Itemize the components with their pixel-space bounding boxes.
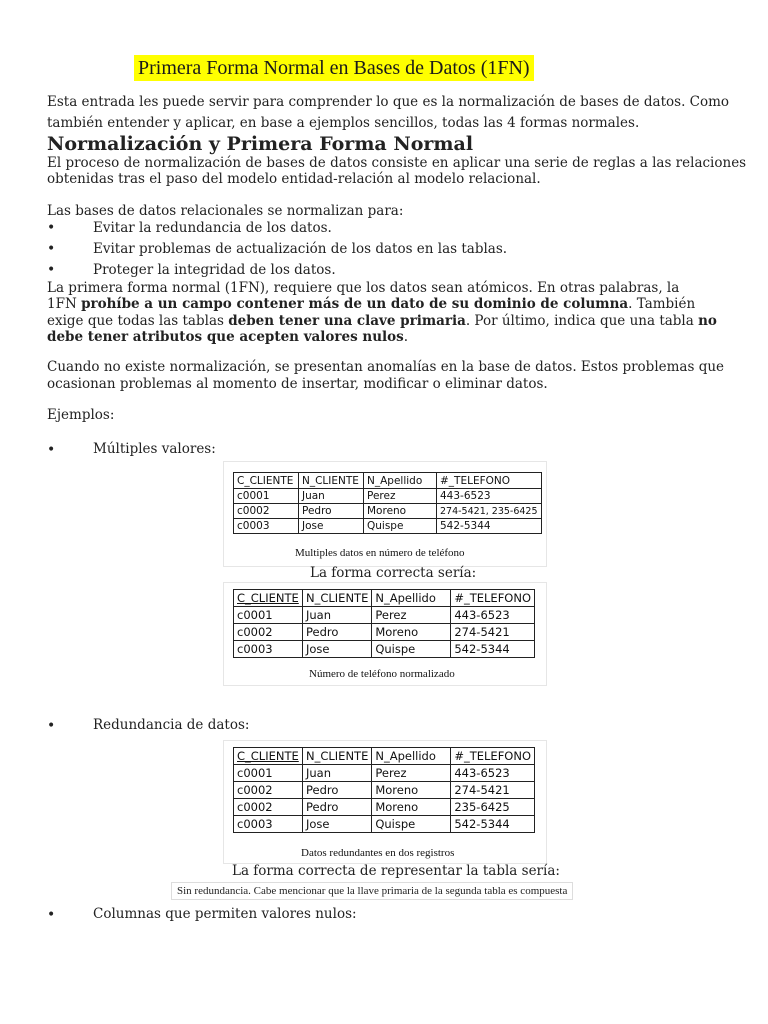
- table-row: [234, 641, 535, 658]
- header-cell: #_TELEFONO: [451, 748, 535, 765]
- table-row: [234, 799, 535, 816]
- para3-line-1: La primera forma normal (1FN), requiere que los datos sean atómicos. En otras palabras, la: [47, 280, 680, 296]
- table-row: [234, 504, 542, 519]
- intro-line-2: también entender y aplicar, en base a ejemplos sencillos, todas las 4 formas normales.: [47, 115, 640, 131]
- page-title: Primera Forma Normal en Bases de Datos (1FN): [134, 55, 534, 81]
- table-cell: Juan: [303, 607, 372, 624]
- table-cell: Jose: [303, 816, 372, 833]
- header-cell: N_CLIENTE: [303, 748, 372, 765]
- table-cell: c0001: [234, 765, 303, 782]
- header-cell: N_Apellido: [372, 748, 451, 765]
- table-row: [234, 607, 535, 624]
- table-cell: Jose: [303, 641, 372, 658]
- table-cell: c0001: [234, 489, 299, 504]
- table-cell: Quispe: [364, 519, 437, 534]
- para1-line-1: El proceso de normalización de bases de datos consiste en aplicar una serie de reglas a las relaciones: [47, 155, 747, 171]
- table-cell: 443-6523: [451, 607, 535, 624]
- table-cell: c0002: [234, 799, 303, 816]
- header-cell: C_CLIENTE: [234, 473, 299, 489]
- table-cell: 443-6523: [451, 765, 535, 782]
- table-cell: Juan: [303, 765, 372, 782]
- table-cell: Pedro: [299, 504, 364, 519]
- table-datos-redundantes: [233, 747, 535, 833]
- header-cell: N_CLIENTE: [303, 590, 372, 607]
- bullet-redundancia-datos: Redundancia de datos:: [93, 717, 250, 733]
- figure-caption: Datos redundantes en dos registros: [301, 847, 455, 859]
- table-header-row: [234, 590, 535, 607]
- table-cell: Quispe: [372, 816, 451, 833]
- table-cell: Perez: [372, 607, 451, 624]
- bullet-item: Proteger la integridad de los datos.: [93, 262, 336, 278]
- header-cell: C_CLIENTE: [234, 590, 303, 607]
- table-cell: 235-6425: [451, 799, 535, 816]
- header-cell: C_CLIENTE: [234, 748, 303, 765]
- table-row: [234, 519, 542, 534]
- table-row: [234, 782, 535, 799]
- table-cell: Moreno: [372, 799, 451, 816]
- para4-line-2: ocasionan problemas al momento de insertar, modificar o eliminar datos.: [47, 376, 548, 392]
- intro-line-1: Esta entrada les puede servir para comprender lo que es la normalización de bases de datos. Como: [47, 94, 730, 110]
- table-cell: Jose: [299, 519, 364, 534]
- forma-correcta-tabla-label: La forma correcta de representar la tabla sería:: [232, 863, 560, 879]
- table-cell: Moreno: [372, 624, 451, 641]
- figure-multiples-valores: [223, 461, 547, 567]
- bullet-marker: •: [47, 220, 56, 236]
- para3-line-2: 1FN prohíbe a un campo contener más de un dato de su dominio de columna. También: [47, 296, 696, 312]
- table-cell: c0002: [234, 782, 303, 799]
- table-cell: c0003: [234, 641, 303, 658]
- table-row: [234, 765, 535, 782]
- para4-line-1: Cuando no existe normalización, se presentan anomalías en la base de datos. Estos problemas que: [47, 359, 725, 375]
- table-cell: Juan: [299, 489, 364, 504]
- table-cell: c0003: [234, 816, 303, 833]
- table-header-row: [234, 473, 542, 489]
- table-cell: c0002: [234, 624, 303, 641]
- forma-correcta-label: La forma correcta sería:: [310, 565, 477, 581]
- para3-line-3: exige que todas las tablas deben tener una clave primaria. Por último, indica que una tabla no: [47, 313, 717, 329]
- table-cell: 274-5421: [451, 624, 535, 641]
- table-cell: 274-5421: [451, 782, 535, 799]
- table-cell: Perez: [372, 765, 451, 782]
- bullet-columnas-nulos: Columnas que permiten valores nulos:: [93, 906, 357, 922]
- table-cell: Pedro: [303, 624, 372, 641]
- bullet-marker: •: [47, 907, 56, 923]
- table-cell: Moreno: [364, 504, 437, 519]
- table-cell: c0002: [234, 504, 299, 519]
- sin-redundancia-caption: Sin redundancia. Cabe mencionar que la llave primaria de la segunda tabla es compuesta: [171, 882, 573, 900]
- para2-lead: Las bases de datos relacionales se normalizan para:: [47, 203, 404, 219]
- bullet-marker: •: [47, 262, 56, 278]
- header-cell: N_Apellido: [372, 590, 451, 607]
- table-header-row: [234, 748, 535, 765]
- header-cell: #_TELEFONO: [437, 473, 542, 489]
- bullet-marker: •: [47, 718, 56, 734]
- table-cell: Moreno: [372, 782, 451, 799]
- table-cell: Perez: [364, 489, 437, 504]
- table-multiples-valores: [233, 472, 542, 534]
- table-cell: c0003: [234, 519, 299, 534]
- table-cell: Quispe: [372, 641, 451, 658]
- table-cell: 542-5344: [437, 519, 542, 534]
- figure-caption: Número de teléfono normalizado: [309, 668, 455, 680]
- bullet-item: Evitar la redundancia de los datos.: [93, 220, 332, 236]
- header-cell: #_TELEFONO: [451, 590, 535, 607]
- figure-caption: Multiples datos en número de teléfono: [295, 547, 465, 559]
- header-cell: N_Apellido: [364, 473, 437, 489]
- bullet-item: Evitar problemas de actualización de los datos en las tablas.: [93, 241, 508, 257]
- table-cell: 542-5344: [451, 816, 535, 833]
- section-heading: Normalización y Primera Forma Normal: [47, 133, 474, 155]
- table-row: [234, 816, 535, 833]
- table-cell: Pedro: [303, 799, 372, 816]
- table-cell: Pedro: [303, 782, 372, 799]
- header-cell: N_CLIENTE: [299, 473, 364, 489]
- table-cell: c0001: [234, 607, 303, 624]
- bullet-marker: •: [47, 442, 56, 458]
- para1-line-2: obtenidas tras el paso del modelo entidad-relación al modelo relacional.: [47, 171, 541, 187]
- ejemplos-label: Ejemplos:: [47, 407, 115, 423]
- table-cell: 542-5344: [451, 641, 535, 658]
- figure-datos-redundantes: [223, 740, 547, 864]
- table-cell: 274-5421, 235-6425: [437, 504, 542, 519]
- table-row: [234, 624, 535, 641]
- table-row: [234, 489, 542, 504]
- figure-telefono-normalizado: [223, 582, 547, 686]
- bullet-marker: •: [47, 241, 56, 257]
- para3-line-4: debe tener atributos que acepten valores nulos.: [47, 329, 409, 345]
- table-cell: 443-6523: [437, 489, 542, 504]
- bullet-multiples-valores: Múltiples valores:: [93, 441, 216, 457]
- table-telefono-normalizado: [233, 589, 535, 658]
